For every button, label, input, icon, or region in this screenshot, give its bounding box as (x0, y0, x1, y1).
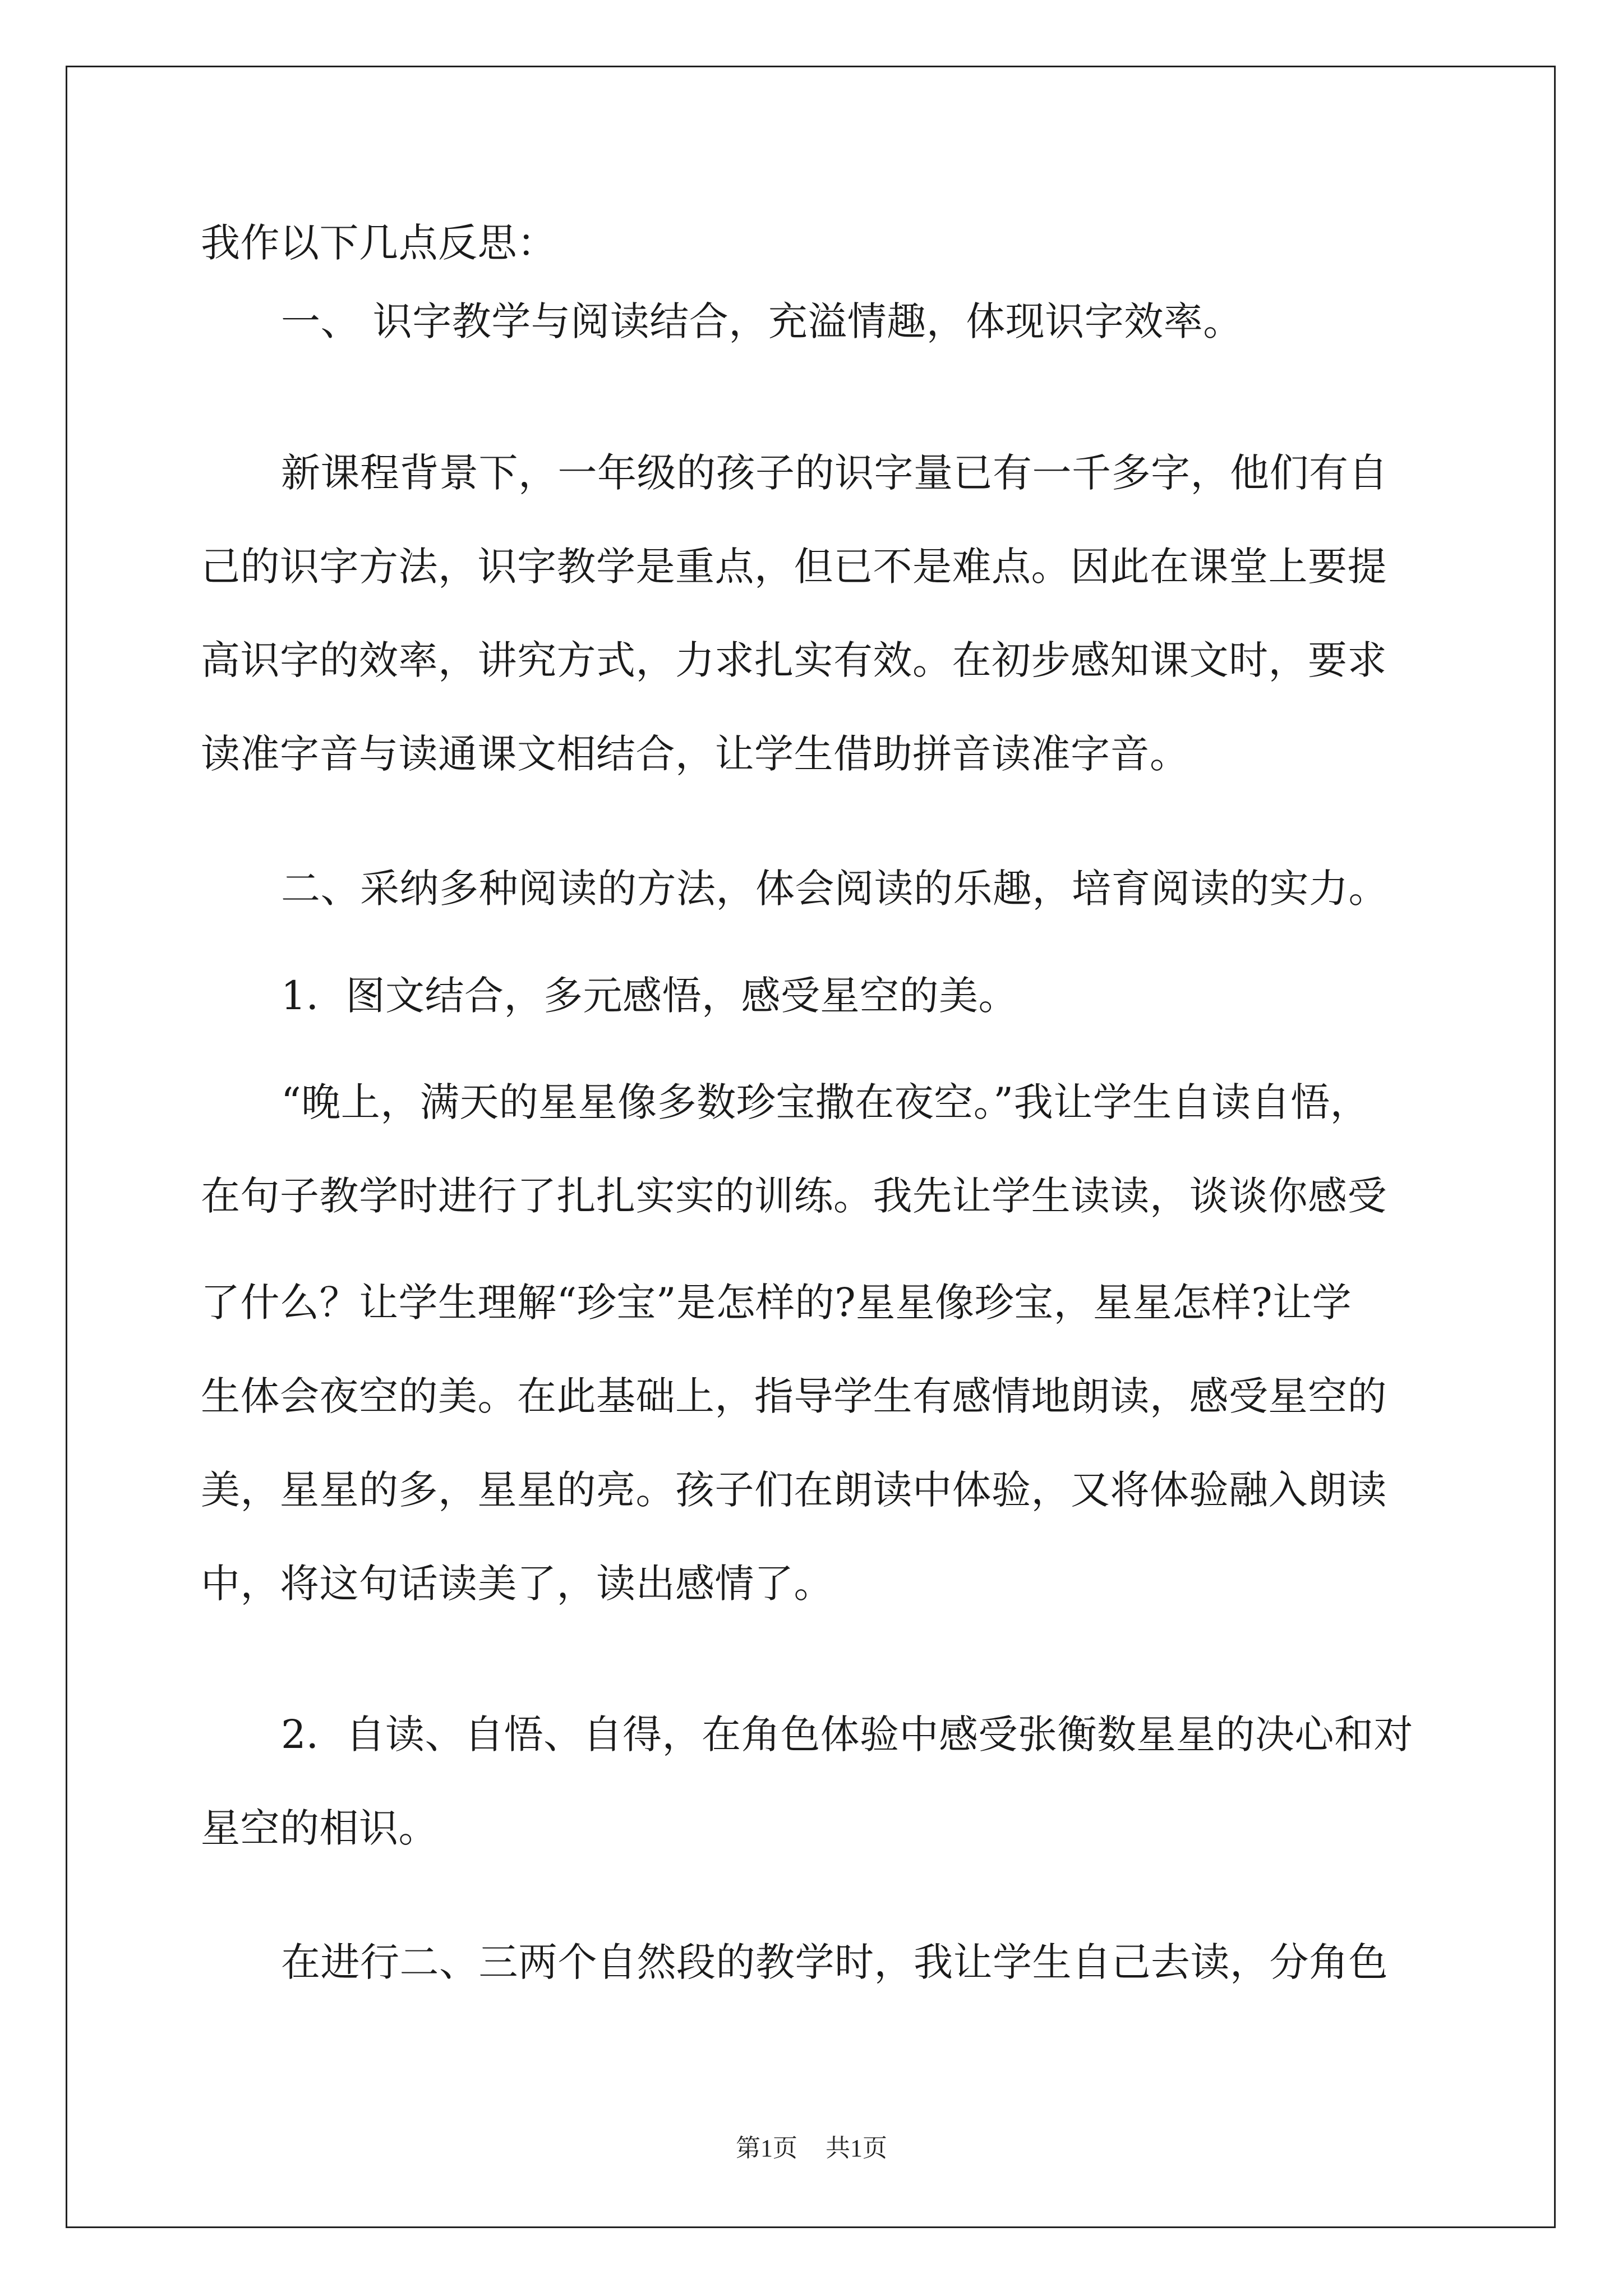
paragraph-line: 生体会夜空的美。在此基础上，指导学生有感情地朗读，感受星空的 (201, 1373, 1387, 1419)
paragraph-line: 高识字的效率，讲究方式，力求扎实有效。在初步感知课文时，要求 (201, 637, 1387, 683)
page-footer (0, 2132, 1623, 2165)
paragraph-line: 星空的相识。 (201, 1805, 438, 1851)
page-number-current: 第1页 (736, 2134, 797, 2162)
page-border (66, 66, 1556, 2228)
paragraph-line: 在句子教学时进行了扎扎实实的训练。我先让学生读读，谈谈你感受 (201, 1173, 1387, 1219)
subheading-item-two: 2．自读、自悟、自得，在角色体验中感受张衡数星星的决心和对 (281, 1711, 1414, 1757)
paragraph-line: 在进行二、三两个自然段的教学时，我让学生自己去读，分角色 (281, 1939, 1388, 1985)
text-line-intro: 我作以下几点反思： (201, 220, 557, 266)
page-number-total: 共1页 (826, 2134, 887, 2162)
paragraph-line: 中，将这句话读美了，读出感情了。 (201, 1561, 833, 1607)
paragraph-line: “晚上，满天的星星像多数珍宝撒在夜空。”我让学生自读自悟， (281, 1079, 1370, 1125)
paragraph-line: 了什么？让学生理解“珍宝”是怎样的?星星像珍宝，星星怎样?让学 (201, 1280, 1352, 1326)
paragraph-line: 己的识字方法，识字教学是重点，但已不是难点。因此在课堂上要提 (201, 544, 1387, 590)
paragraph-line: 读准字音与读通课文相结合，让学生借助拼音读准字音。 (201, 731, 1189, 777)
paragraph-line: 新课程背景下，一年级的孩子的识字量已有一千多字，他们有自 (281, 450, 1388, 496)
paragraph-line: 美，星星的多，星星的亮。孩子们在朗读中体验，又将体验融入朗读 (201, 1467, 1387, 1513)
heading-section-one: 一、 识字教学与阅读结合，充溢情趣，体现识字效率。 (281, 298, 1243, 344)
heading-section-two: 二、采纳多种阅读的方法，体会阅读的乐趣，培育阅读的实力。 (281, 866, 1388, 912)
subheading-item-one: 1．图文结合，多元感悟，感受星空的美。 (281, 973, 1018, 1019)
